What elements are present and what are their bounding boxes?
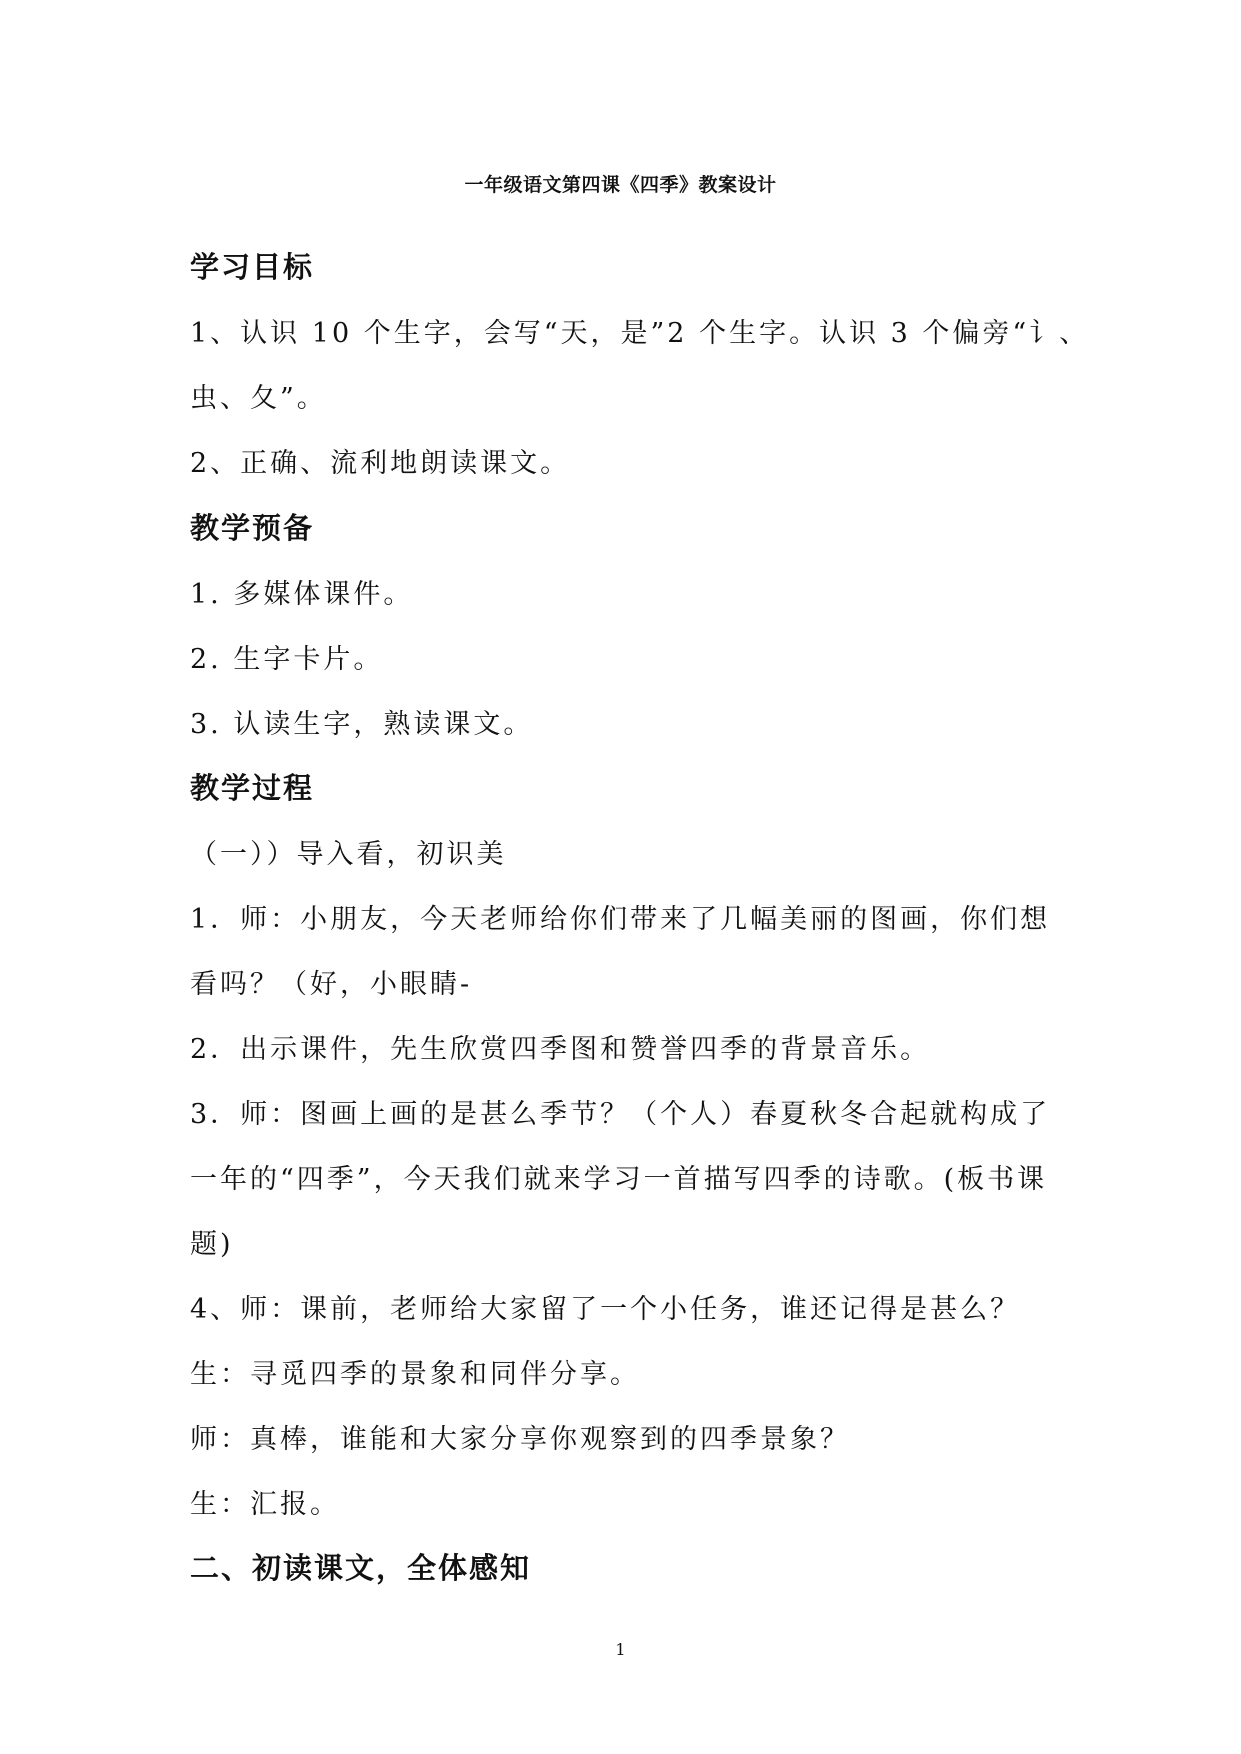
preparation-line-2: 2. 生字卡片。 <box>190 644 384 675</box>
process-line-7: 题) <box>190 1229 234 1260</box>
process-line-6: 一年的“四季”，今天我们就来学习一首描写四季的诗歌。(板书课 <box>190 1164 1048 1195</box>
process-line-3: 看吗？（好，小眼睛- <box>190 969 473 1000</box>
process-line-8: 4、师：课前，老师给大家留了一个小任务，谁还记得是甚么？ <box>190 1294 1021 1325</box>
objectives-line-2: 虫、夂”。 <box>190 383 327 414</box>
document-title: 一年级语文第四课《四季》教案设计 <box>464 174 777 196</box>
objectives-line-3: 2、正确、流利地朗读课文。 <box>190 448 571 479</box>
process-line-4: 2．出示课件，先生欣赏四季图和赞誉四季的背景音乐。 <box>190 1034 931 1065</box>
section-heading-reading: 二、初读课文，全体感知 <box>190 1551 532 1585</box>
preparation-line-1: 1. 多媒体课件。 <box>190 579 414 610</box>
process-line-1: （一））导入看，初识美 <box>190 839 507 870</box>
page-number: 1 <box>615 1640 626 1659</box>
process-line-2: 1．师：小朋友，今天老师给你们带来了几幅美丽的图画，你们想 <box>190 904 1051 935</box>
section-heading-objectives: 学习目标 <box>190 250 315 284</box>
objectives-line-1: 1、认识 10 个生字，会写“天，是”2 个生字。认识 3 个偏旁“讠、 <box>190 318 1090 349</box>
process-line-5: 3．师：图画上画的是甚么季节？（个人）春夏秋冬合起就构成了 <box>190 1099 1051 1130</box>
process-line-11: 生：汇报。 <box>190 1489 340 1520</box>
process-line-9: 生：寻觅四季的景象和同伴分享。 <box>190 1359 640 1390</box>
section-heading-preparation: 教学预备 <box>190 511 315 545</box>
section-heading-process: 教学过程 <box>190 771 315 805</box>
process-line-10: 师：真棒，谁能和大家分享你观察到的四季景象？ <box>190 1424 850 1455</box>
preparation-line-3: 3. 认读生字，熟读课文。 <box>190 709 534 740</box>
